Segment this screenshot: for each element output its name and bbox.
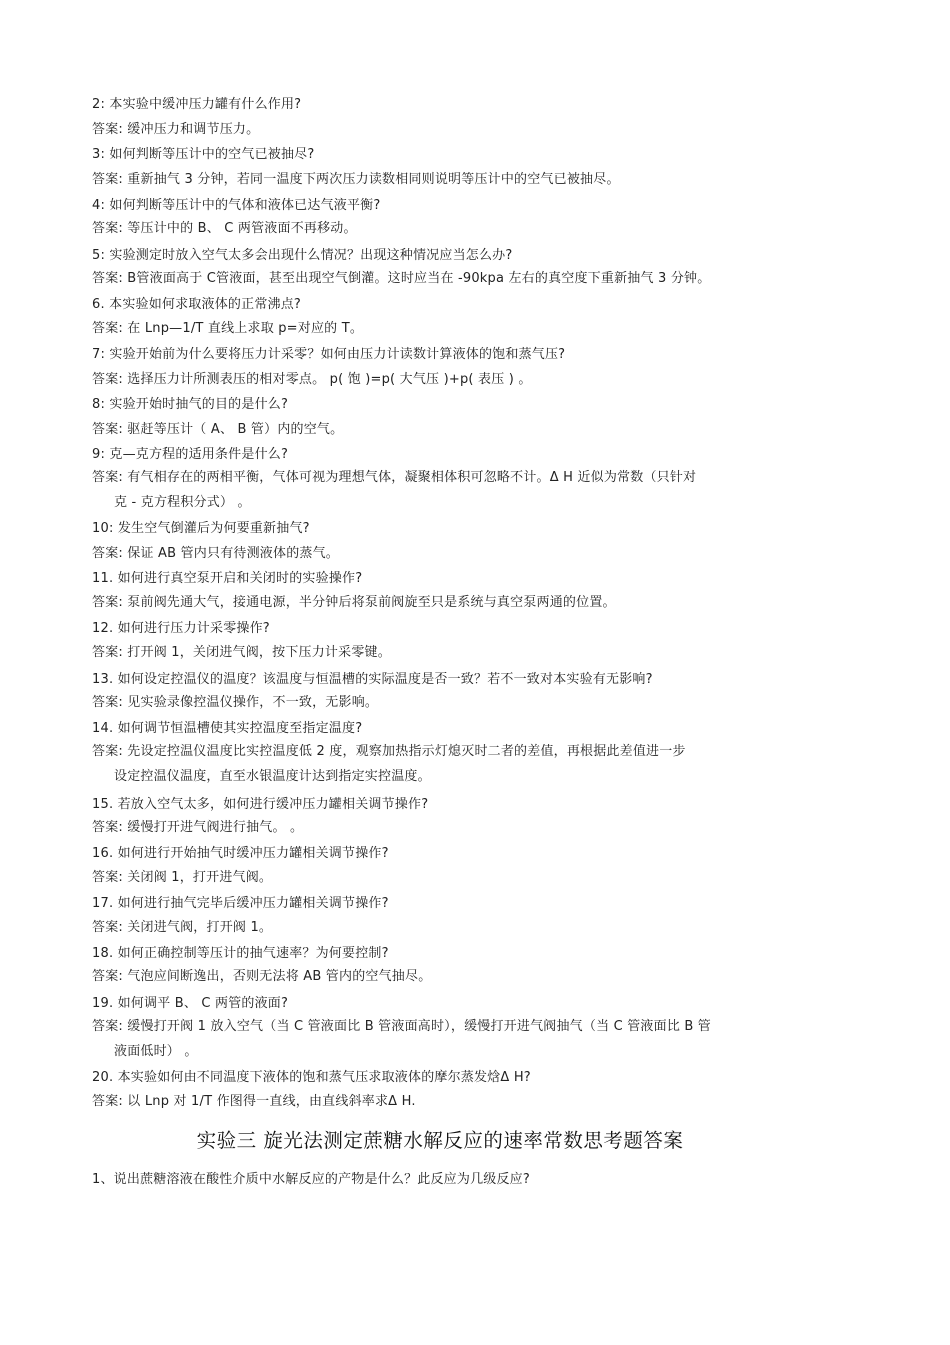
- question-14: 14. 如何调节恒温槽使其实控温度至指定温度?: [92, 721, 363, 736]
- answer-15: 答案: 缓慢打开进气阀进行抽气。 。: [92, 820, 304, 835]
- question-3: 3: 如何判断等压计中的空气已被抽尽?: [92, 147, 315, 162]
- answer-14-continued: 设定控温仪温度，直至水银温度计达到指定实控温度。: [114, 769, 431, 784]
- question-16: 16. 如何进行开始抽气时缓冲压力罐相关调节操作?: [92, 846, 389, 861]
- question-8: 8: 实验开始时抽气的目的是什么?: [92, 397, 289, 412]
- answer-14: 答案: 先设定控温仪温度比实控温度低 2 度，观察加热指示灯熄灭时二者的差值，再根据此差值进一步: [92, 744, 686, 759]
- answer-18: 答案: 气泡应间断逸出，否则无法将 AB 管内的空气抽尽。: [92, 969, 432, 984]
- question-15: 15. 若放入空气太多，如何进行缓冲压力罐相关调节操作?: [92, 797, 429, 812]
- answer-2: 答案: 缓冲压力和调节压力。: [92, 122, 260, 137]
- question-10: 10: 发生空气倒灌后为何要重新抽气?: [92, 521, 310, 536]
- question-11: 11. 如何进行真空泵开启和关闭时的实验操作?: [92, 571, 363, 586]
- answer-6: 答案: 在 Lnp—1/T 直线上求取 p=对应的 T。: [92, 321, 364, 336]
- answer-5: 答案: B管液面高于 C管液面，甚至出现空气倒灌。这时应当在 -90kpa 左右的真空度下重新抽气 3 分钟。: [92, 271, 711, 286]
- answer-13: 答案: 见实验录像控温仪操作，不一致，无影响。: [92, 695, 379, 710]
- section-heading: 实验三 旋光法测定蔗糖水解反应的速率常数思考题答案: [196, 1129, 684, 1152]
- question-7: 7: 实验开始前为什么要将压力计采零？如何由压力计读数计算液体的饱和蒸气压?: [92, 347, 566, 362]
- answer-9: 答案: 有气相存在的两相平衡，气体可视为理想气体，凝聚相体积可忽略不计。Δ H 近似为常数（只针对: [92, 470, 697, 485]
- question-18: 18. 如何正确控制等压计的抽气速率？为何要控制?: [92, 946, 389, 961]
- answer-19-continued: 液面低时） 。: [114, 1044, 198, 1059]
- question-9: 9: 克—克方程的适用条件是什么?: [92, 447, 289, 462]
- question-12: 12. 如何进行压力计采零操作?: [92, 621, 270, 636]
- question-20: 20. 本实验如何由不同温度下液体的饱和蒸气压求取液体的摩尔蒸发焓Δ H?: [92, 1070, 531, 1085]
- question-4: 4: 如何判断等压计中的气体和液体已达气液平衡?: [92, 198, 381, 213]
- section-question-1: 1、说出蔗糖溶液在酸性介质中水解反应的产物是什么？此反应为几级反应?: [92, 1172, 530, 1187]
- answer-3: 答案: 重新抽气 3 分钟，若同一温度下两次压力读数相同则说明等压计中的空气已被抽尽。: [92, 172, 620, 187]
- answer-17: 答案: 关闭进气阀，打开阀 1。: [92, 920, 273, 935]
- question-17: 17. 如何进行抽气完毕后缓冲压力罐相关调节操作?: [92, 896, 389, 911]
- answer-12: 答案: 打开阀 1，关闭进气阀，按下压力计采零键。: [92, 645, 391, 660]
- answer-7: 答案: 选择压力计所测表压的相对零点。 p( 饱 )=p( 大气压 )+p( 表压 ) 。: [92, 372, 532, 387]
- question-6: 6. 本实验如何求取液体的正常沸点?: [92, 297, 302, 312]
- answer-4: 答案: 等压计中的 B、 C 两管液面不再移动。: [92, 221, 357, 236]
- answer-11: 答案: 泵前阀先通大气，接通电源，半分钟后将泵前阀旋至只是系统与真空泵两通的位置。: [92, 595, 616, 610]
- question-19: 19. 如何调平 B、 C 两管的液面?: [92, 996, 289, 1011]
- answer-16: 答案: 关闭阀 1，打开进气阀。: [92, 870, 273, 885]
- answer-19: 答案: 缓慢打开阀 1 放入空气（当 C 管液面比 B 管液面高时），缓慢打开进气阀抽气（当 C 管液面比 B 管: [92, 1019, 711, 1034]
- answer-10: 答案: 保证 AB 管内只有待测液体的蒸气。: [92, 546, 339, 561]
- question-2: 2: 本实验中缓冲压力罐有什么作用?: [92, 97, 302, 112]
- answer-8: 答案: 驱赶等压计（ A、 B 管）内的空气。: [92, 422, 344, 437]
- question-5: 5: 实验测定时放入空气太多会出现什么情况？出现这种情况应当怎么办?: [92, 248, 513, 263]
- question-13: 13. 如何设定控温仪的温度？该温度与恒温槽的实际温度是否一致？若不一致对本实验有无影响?: [92, 672, 653, 687]
- answer-9-continued: 克 - 克方程积分式） 。: [114, 495, 251, 510]
- answer-20: 答案: 以 Lnp 对 1/T 作图得一直线，由直线斜率求Δ H.: [92, 1094, 416, 1109]
